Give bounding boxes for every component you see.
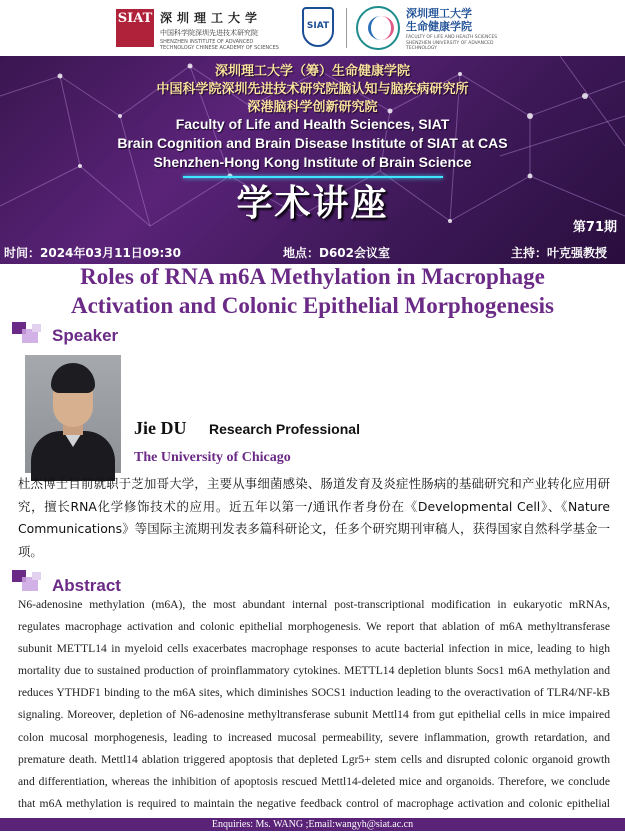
- banner-en-line-3: Shenzhen-Hong Kong Institute of Brain Science: [153, 154, 472, 170]
- siat-logo-subtitle: 中国科学院深圳先进技术研究院: [160, 29, 258, 37]
- siat-logo-en: SHENZHEN INSTITUTE OF ADVANCED TECHNOLOGY CHINESE ACADEMY OF SCIENCES: [160, 39, 279, 51]
- banner-cn-line-3: 深港脑科学创新研究院: [247, 100, 378, 115]
- banner-en-line-2: Brain Cognition and Brain Disease Institute of SIAT at CAS: [117, 135, 508, 151]
- faculty-logo-en: FACULTY OF LIFE AND HEALTH SCIENCES SHENZHEN UNIVERSITY OF ADVANCED TECHNOLOGY: [406, 35, 498, 51]
- event-host: 主持：叶克强教授: [511, 246, 608, 260]
- speaker-section-icon: [12, 322, 44, 344]
- faculty-logo-cn-1: 深圳理工大学: [406, 7, 472, 20]
- logo-header: [0, 0, 625, 56]
- event-time: 时间：2024年03月11日09:30: [4, 246, 181, 260]
- speaker-affiliation: The University of Chicago: [134, 450, 291, 465]
- banner-cn-line-1: 深圳理工大学（筹）生命健康学院: [214, 64, 410, 79]
- faculty-logo-cn-2: 生命健康学院: [406, 20, 472, 33]
- speaker-heading: Speaker: [52, 326, 119, 345]
- siat-logo-cn: 深圳理工大学: [160, 11, 263, 25]
- siat-logo-text: [160, 9, 288, 51]
- siat-logo-mark: SIAT: [116, 9, 154, 47]
- speaker-name: Jie DU: [134, 418, 187, 438]
- speaker-photo: [25, 355, 121, 473]
- faculty-logo-emblem: [356, 6, 400, 50]
- siat-shield-logo: SIAT: [302, 7, 334, 47]
- talk-title: [0, 262, 625, 320]
- footer-enquiries: Enquiries: Ms. WANG ;Email:wangyh@siat.ac.cn: [0, 818, 625, 831]
- logo-divider: [346, 8, 347, 48]
- abstract-section-icon: [12, 570, 44, 592]
- banner-cn-line-2: 中国科学院深圳先进技术研究院脑认知与脑疾病研究所: [156, 82, 469, 97]
- event-info-bar: [0, 242, 625, 264]
- abstract-text: N6-adenosine methylation (m6A), the most abundant internal post-transcriptional modification in eukaryotic mRNAs, regulates macrophage activation and colonic epithelial morphogenesis. We report that ablation of m6A methyltransferase subunit METTL14 in myeloid cells exacerbates macrophage responses to acute bacterial infection in mice, leading to high mortality due to sustained production of proinflammatory cytokines. METTL14 depletion blunts Socs1 m6A methylation and reduces YTHDF1 binding to the m6A sites, which diminishes SOCS1 induction leading to the overactivation of TLR4/NF-kB signaling. Moreover, depletion of N6-adenosine methyltransferase subunit Mettl14 from gut epithelial cells in mice impaired colon mucosal morphogenesis, leading to increased mucosal permeability, severe inflammation, growth retardation, and premature death. Mettl14 ablation triggered apoptosis that depleted Lgr5+ stem cells and disrupted colonic organoid growth and differentiation, whereas the inhibition of apoptosis rescued Mettl14-deleted mice and organoids. Therefore, we conclude that m6A methylation is required to maintain the negative feedback control of macrophage activation and colonic epithelial: [18, 598, 610, 810]
- abstract-heading: Abstract: [52, 576, 121, 595]
- talk-title-line-2: Activation and Colonic Epithelial Morphogenesis: [70, 293, 555, 318]
- lecture-title: 学术讲座: [236, 183, 389, 224]
- speaker-role: Research Professional: [209, 421, 360, 437]
- faculty-logo-text: [406, 7, 516, 52]
- issue-number: 第71期: [572, 220, 617, 235]
- banner-en-line-1: Faculty of Life and Health Sciences, SIAT: [175, 116, 450, 132]
- speaker-bio: 杜杰博士目前就职于芝加哥大学，主要从事细菌感染、肠道发育及炎症性肠病的基础研究和产业转化应用研究，擅长RNA化学修饰技术的应用。近五年以第一/通讯作者身份在《Developmental Cell》、《Nature Communications》等国际主流期刊发表多篇科研论文，任多个研究期刊审稿人，获得国家自然科学基金一项。: [18, 476, 610, 559]
- event-banner: [0, 56, 625, 264]
- talk-title-line-1: Roles of RNA m6A Methylation in Macrophage: [80, 264, 545, 289]
- event-location: 地点：D602会议室: [283, 246, 391, 260]
